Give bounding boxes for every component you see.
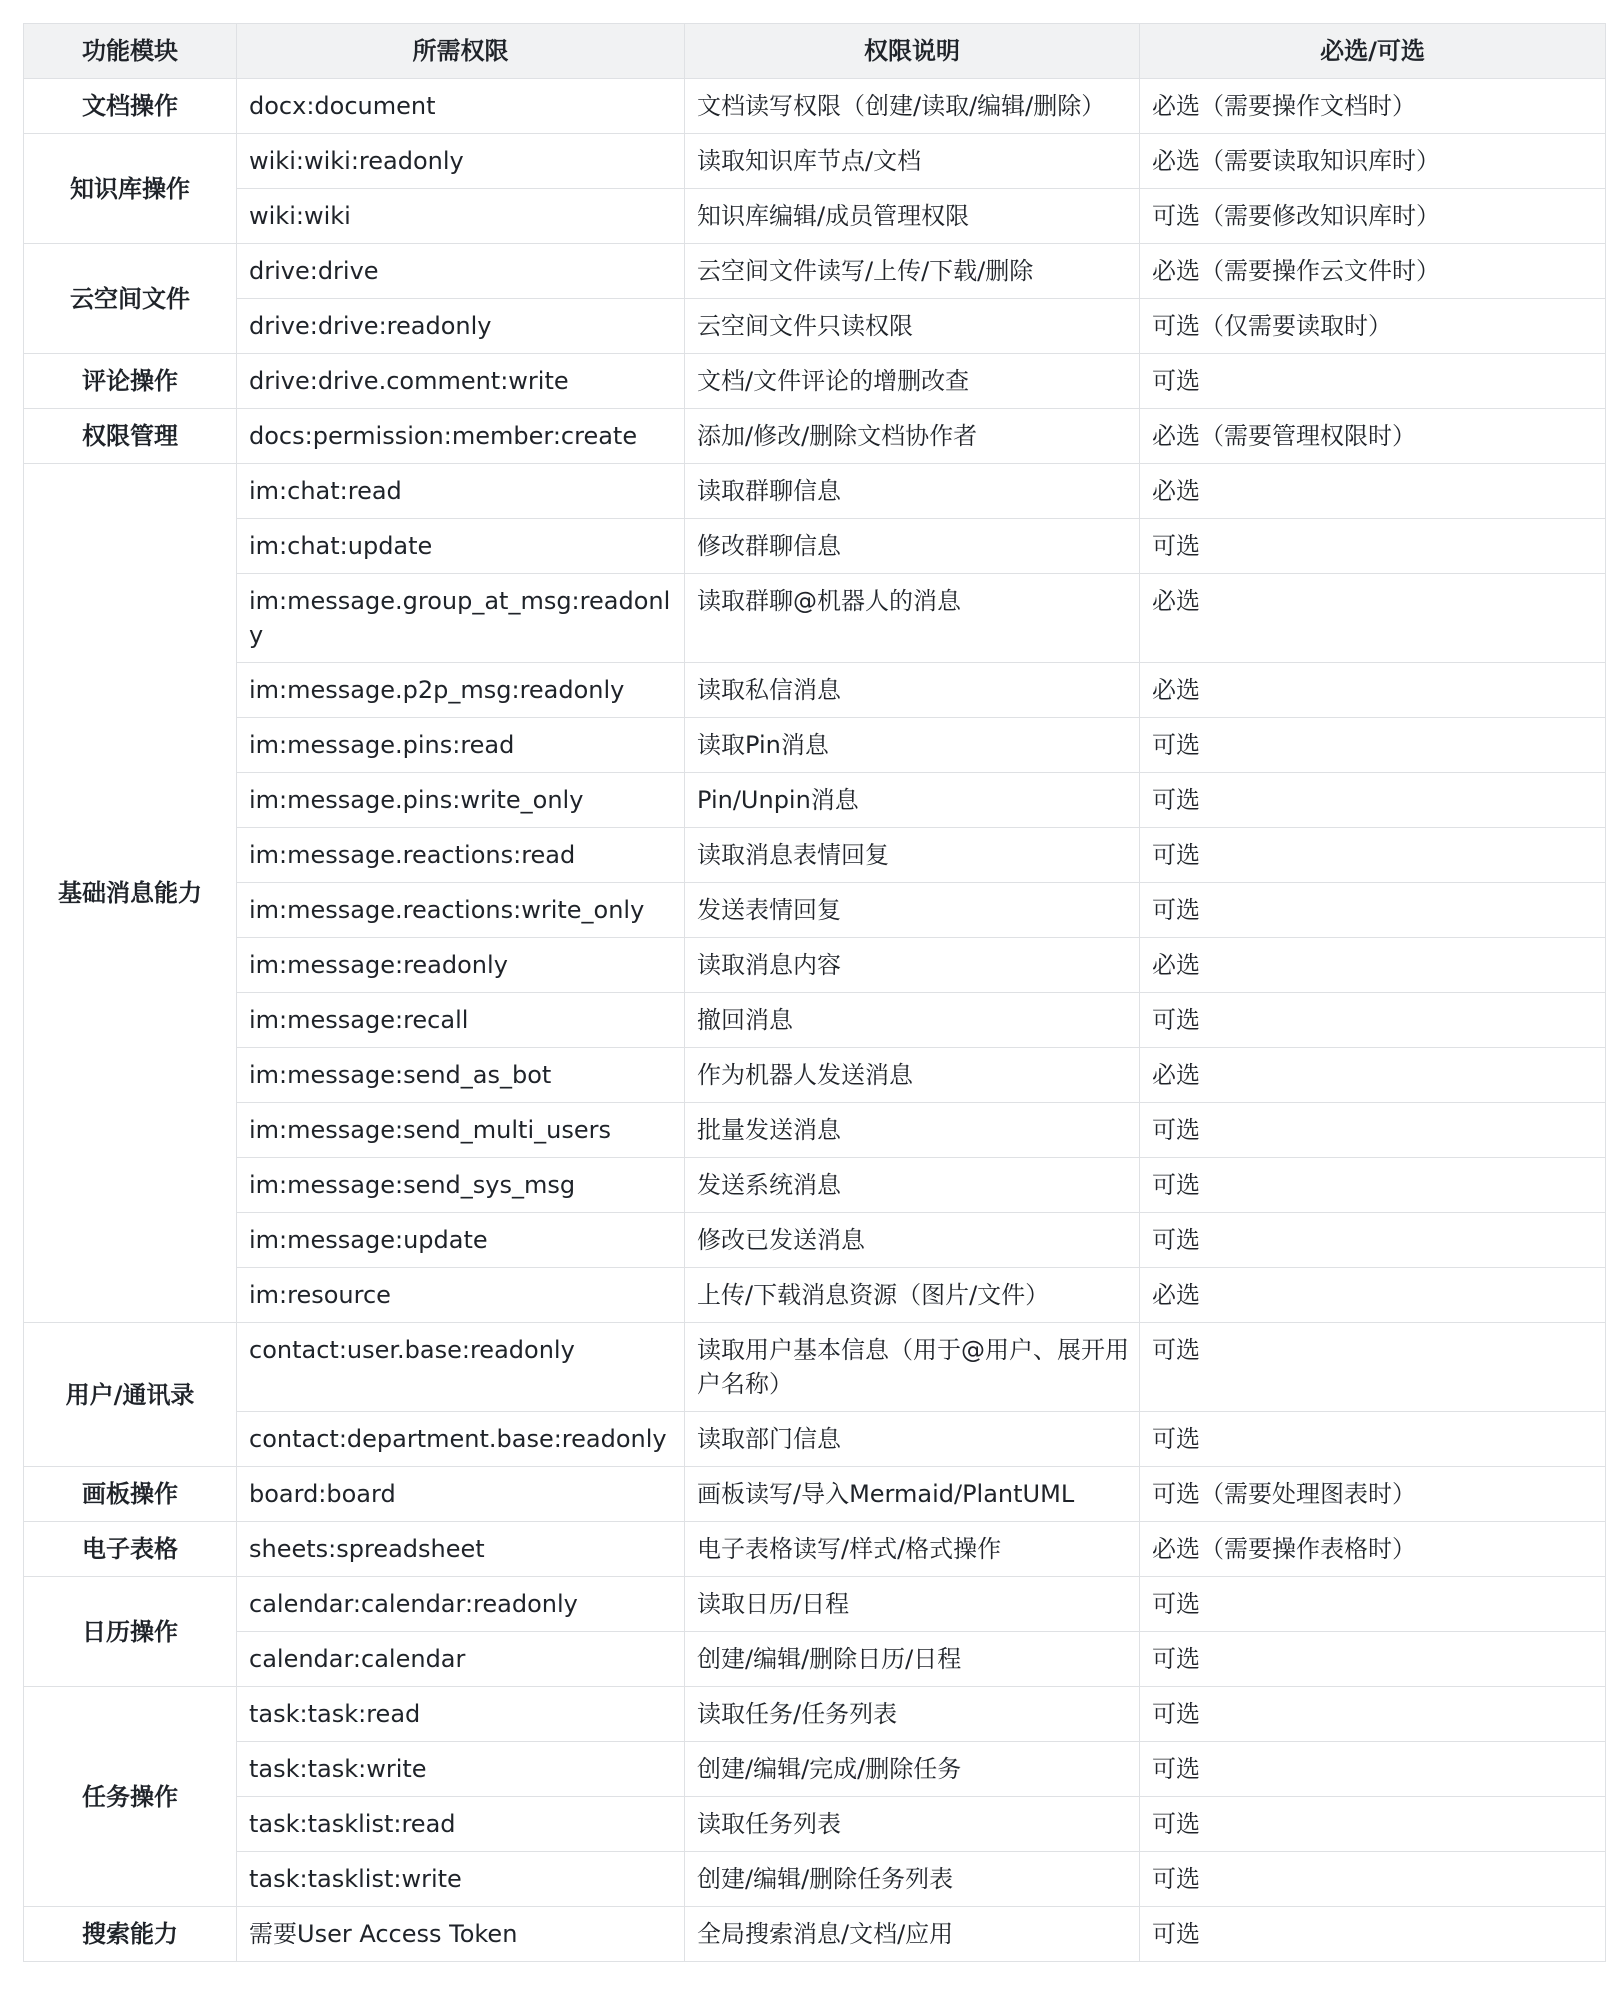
permissions-table bbox=[23, 23, 1606, 1962]
table-row bbox=[24, 1158, 1606, 1213]
requirement-cell: 必选（需要读取知识库时） bbox=[1140, 134, 1606, 189]
description-cell: 云空间文件只读权限 bbox=[685, 299, 1140, 354]
table-row bbox=[24, 1268, 1606, 1323]
permission-cell: im:message.group_at_msg:readonly bbox=[237, 574, 685, 663]
table-row bbox=[24, 773, 1606, 828]
permission-cell: im:resource bbox=[237, 1268, 685, 1323]
permission-cell: calendar:calendar:readonly bbox=[237, 1577, 685, 1632]
description-cell: 电子表格读写/样式/格式操作 bbox=[685, 1522, 1140, 1577]
description-cell: 创建/编辑/删除日历/日程 bbox=[685, 1632, 1140, 1687]
description-cell: 云空间文件读写/上传/下载/删除 bbox=[685, 244, 1140, 299]
column-header-requirement: 必选/可选 bbox=[1140, 24, 1606, 79]
permission-cell: contact:department.base:readonly bbox=[237, 1412, 685, 1467]
permission-cell: im:message.p2p_msg:readonly bbox=[237, 663, 685, 718]
requirement-cell: 可选 bbox=[1140, 1687, 1606, 1742]
requirement-cell: 可选 bbox=[1140, 1852, 1606, 1907]
description-cell: 读取私信消息 bbox=[685, 663, 1140, 718]
requirement-cell: 可选 bbox=[1140, 519, 1606, 574]
permission-cell: im:message:send_sys_msg bbox=[237, 1158, 685, 1213]
description-cell: Pin/Unpin消息 bbox=[685, 773, 1140, 828]
description-cell: 修改群聊信息 bbox=[685, 519, 1140, 574]
description-cell: 读取Pin消息 bbox=[685, 718, 1140, 773]
table-row bbox=[24, 1323, 1606, 1412]
description-cell: 读取部门信息 bbox=[685, 1412, 1140, 1467]
description-cell: 读取日历/日程 bbox=[685, 1577, 1140, 1632]
table-row bbox=[24, 519, 1606, 574]
module-cell: 搜索能力 bbox=[24, 1907, 237, 1962]
description-cell: 读取任务列表 bbox=[685, 1797, 1140, 1852]
permission-cell: calendar:calendar bbox=[237, 1632, 685, 1687]
column-header-description: 权限说明 bbox=[685, 24, 1140, 79]
table-row bbox=[24, 1687, 1606, 1742]
requirement-cell: 必选 bbox=[1140, 1048, 1606, 1103]
permission-cell: wiki:wiki:readonly bbox=[237, 134, 685, 189]
requirement-cell: 必选（需要操作表格时） bbox=[1140, 1522, 1606, 1577]
table-row bbox=[24, 1467, 1606, 1522]
table-row bbox=[24, 1907, 1606, 1962]
requirement-cell: 可选 bbox=[1140, 883, 1606, 938]
table-row bbox=[24, 354, 1606, 409]
requirement-cell: 必选（需要操作文档时） bbox=[1140, 79, 1606, 134]
table-row bbox=[24, 1048, 1606, 1103]
table-row bbox=[24, 828, 1606, 883]
description-cell: 批量发送消息 bbox=[685, 1103, 1140, 1158]
permission-cell: task:tasklist:write bbox=[237, 1852, 685, 1907]
module-cell: 日历操作 bbox=[24, 1577, 237, 1687]
requirement-cell: 可选 bbox=[1140, 1158, 1606, 1213]
permission-cell: im:message.reactions:write_only bbox=[237, 883, 685, 938]
module-cell: 文档操作 bbox=[24, 79, 237, 134]
table-row bbox=[24, 718, 1606, 773]
module-cell: 知识库操作 bbox=[24, 134, 237, 244]
table-row bbox=[24, 464, 1606, 519]
permission-cell: im:chat:read bbox=[237, 464, 685, 519]
requirement-cell: 必选 bbox=[1140, 938, 1606, 993]
description-cell: 文档/文件评论的增删改查 bbox=[685, 354, 1140, 409]
table-row bbox=[24, 1742, 1606, 1797]
table-row bbox=[24, 883, 1606, 938]
requirement-cell: 必选 bbox=[1140, 663, 1606, 718]
module-cell: 用户/通讯录 bbox=[24, 1323, 237, 1467]
table-row bbox=[24, 993, 1606, 1048]
description-cell: 知识库编辑/成员管理权限 bbox=[685, 189, 1140, 244]
permission-cell: im:message:update bbox=[237, 1213, 685, 1268]
table-row bbox=[24, 938, 1606, 993]
table-row bbox=[24, 1412, 1606, 1467]
permission-cell: im:message:recall bbox=[237, 993, 685, 1048]
description-cell: 读取任务/任务列表 bbox=[685, 1687, 1140, 1742]
permission-cell: task:task:read bbox=[237, 1687, 685, 1742]
description-cell: 读取消息表情回复 bbox=[685, 828, 1140, 883]
permission-cell: drive:drive bbox=[237, 244, 685, 299]
description-cell: 全局搜索消息/文档/应用 bbox=[685, 1907, 1140, 1962]
description-cell: 读取群聊@机器人的消息 bbox=[685, 574, 1140, 663]
module-cell: 评论操作 bbox=[24, 354, 237, 409]
requirement-cell: 可选 bbox=[1140, 1632, 1606, 1687]
description-cell: 读取群聊信息 bbox=[685, 464, 1140, 519]
column-header-permission: 所需权限 bbox=[237, 24, 685, 79]
permission-cell: im:message:send_multi_users bbox=[237, 1103, 685, 1158]
module-cell: 画板操作 bbox=[24, 1467, 237, 1522]
permission-cell: im:message.pins:write_only bbox=[237, 773, 685, 828]
requirement-cell: 可选 bbox=[1140, 1412, 1606, 1467]
description-cell: 读取消息内容 bbox=[685, 938, 1140, 993]
permission-cell: im:message:send_as_bot bbox=[237, 1048, 685, 1103]
column-header-module: 功能模块 bbox=[24, 24, 237, 79]
description-cell: 添加/修改/删除文档协作者 bbox=[685, 409, 1140, 464]
table-row bbox=[24, 299, 1606, 354]
description-cell: 创建/编辑/完成/删除任务 bbox=[685, 1742, 1140, 1797]
permission-cell: 需要User Access Token bbox=[237, 1907, 685, 1962]
permission-cell: wiki:wiki bbox=[237, 189, 685, 244]
requirement-cell: 可选（需要处理图表时） bbox=[1140, 1467, 1606, 1522]
requirement-cell: 可选 bbox=[1140, 773, 1606, 828]
description-cell: 作为机器人发送消息 bbox=[685, 1048, 1140, 1103]
module-cell: 云空间文件 bbox=[24, 244, 237, 354]
module-cell: 任务操作 bbox=[24, 1687, 237, 1907]
module-cell: 基础消息能力 bbox=[24, 464, 237, 1323]
permission-cell: contact:user.base:readonly bbox=[237, 1323, 685, 1412]
table-row bbox=[24, 189, 1606, 244]
document-body bbox=[23, 23, 1605, 1962]
table-row bbox=[24, 1103, 1606, 1158]
permission-cell: docs:permission:member:create bbox=[237, 409, 685, 464]
requirement-cell: 可选 bbox=[1140, 828, 1606, 883]
description-cell: 创建/编辑/删除任务列表 bbox=[685, 1852, 1140, 1907]
permission-cell: im:message.pins:read bbox=[237, 718, 685, 773]
permission-cell: docx:document bbox=[237, 79, 685, 134]
description-cell: 上传/下载消息资源（图片/文件） bbox=[685, 1268, 1140, 1323]
table-row bbox=[24, 1522, 1606, 1577]
description-cell: 撤回消息 bbox=[685, 993, 1140, 1048]
table-header-row bbox=[24, 24, 1606, 79]
requirement-cell: 可选 bbox=[1140, 1742, 1606, 1797]
requirement-cell: 必选（需要操作云文件时） bbox=[1140, 244, 1606, 299]
permission-cell: board:board bbox=[237, 1467, 685, 1522]
table-row bbox=[24, 244, 1606, 299]
requirement-cell: 可选 bbox=[1140, 718, 1606, 773]
requirement-cell: 必选 bbox=[1140, 464, 1606, 519]
requirement-cell: 可选 bbox=[1140, 1907, 1606, 1962]
description-cell: 发送系统消息 bbox=[685, 1158, 1140, 1213]
permission-cell: im:message:readonly bbox=[237, 938, 685, 993]
table-row bbox=[24, 409, 1606, 464]
table-row bbox=[24, 1632, 1606, 1687]
table-row bbox=[24, 663, 1606, 718]
requirement-cell: 可选 bbox=[1140, 1213, 1606, 1268]
description-cell: 文档读写权限（创建/读取/编辑/删除） bbox=[685, 79, 1140, 134]
description-cell: 读取知识库节点/文档 bbox=[685, 134, 1140, 189]
requirement-cell: 必选 bbox=[1140, 1268, 1606, 1323]
description-cell: 修改已发送消息 bbox=[685, 1213, 1140, 1268]
table-row bbox=[24, 1213, 1606, 1268]
requirement-cell: 可选 bbox=[1140, 1103, 1606, 1158]
description-cell: 发送表情回复 bbox=[685, 883, 1140, 938]
permission-cell: im:chat:update bbox=[237, 519, 685, 574]
permission-cell: task:tasklist:read bbox=[237, 1797, 685, 1852]
requirement-cell: 可选 bbox=[1140, 1323, 1606, 1412]
module-cell: 权限管理 bbox=[24, 409, 237, 464]
table-row bbox=[24, 79, 1606, 134]
module-cell: 电子表格 bbox=[24, 1522, 237, 1577]
requirement-cell: 必选（需要管理权限时） bbox=[1140, 409, 1606, 464]
requirement-cell: 可选 bbox=[1140, 354, 1606, 409]
requirement-cell: 可选（需要修改知识库时） bbox=[1140, 189, 1606, 244]
permission-cell: drive:drive.comment:write bbox=[237, 354, 685, 409]
permission-cell: im:message.reactions:read bbox=[237, 828, 685, 883]
requirement-cell: 可选 bbox=[1140, 993, 1606, 1048]
permission-cell: sheets:spreadsheet bbox=[237, 1522, 685, 1577]
table-row bbox=[24, 1577, 1606, 1632]
table-row bbox=[24, 1852, 1606, 1907]
table-row bbox=[24, 574, 1606, 663]
table-row bbox=[24, 1797, 1606, 1852]
description-cell: 读取用户基本信息（用于@用户、展开用户名称） bbox=[685, 1323, 1140, 1412]
requirement-cell: 可选 bbox=[1140, 1797, 1606, 1852]
requirement-cell: 可选 bbox=[1140, 1577, 1606, 1632]
permission-cell: task:task:write bbox=[237, 1742, 685, 1797]
permission-cell: drive:drive:readonly bbox=[237, 299, 685, 354]
requirement-cell: 可选（仅需要读取时） bbox=[1140, 299, 1606, 354]
table-row bbox=[24, 134, 1606, 189]
requirement-cell: 必选 bbox=[1140, 574, 1606, 663]
description-cell: 画板读写/导入Mermaid/PlantUML bbox=[685, 1467, 1140, 1522]
